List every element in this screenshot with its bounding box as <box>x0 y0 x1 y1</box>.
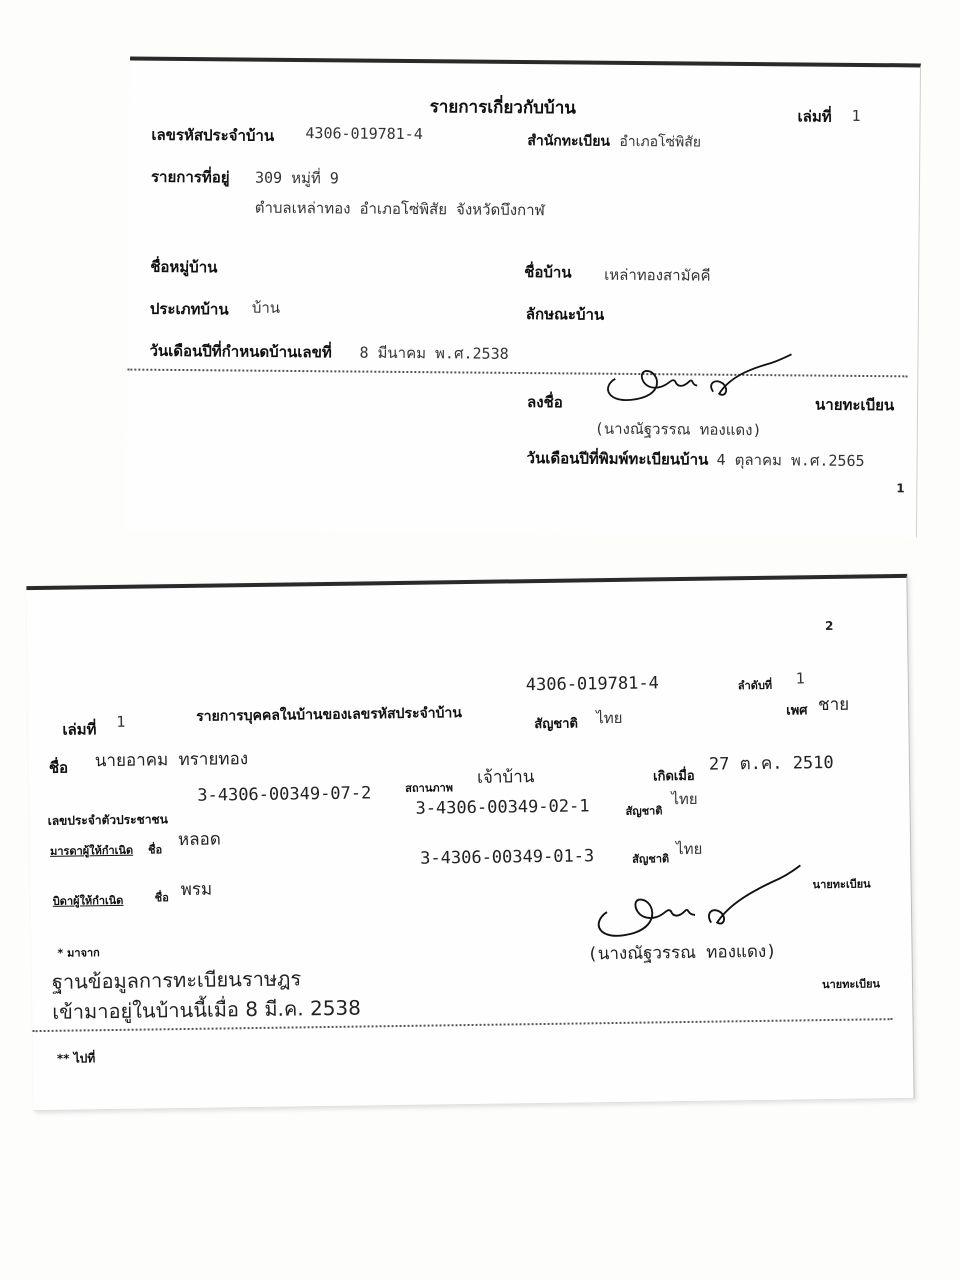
status-value: เจ้าบ้าน <box>476 767 535 788</box>
mother-id-value: 3-4306-00349-02-1 <box>415 796 590 819</box>
father-nat-value: ไทย <box>675 839 703 859</box>
house-id-label: เลขรหัสประจำบ้าน <box>151 125 275 145</box>
print-date-label: วันเดือนปีที่พิมพ์ทะเบียนบ้าน <box>526 449 709 469</box>
volume-label: เล่มที่ <box>62 720 97 739</box>
registrar-label-top: นายทะเบียน <box>812 877 871 892</box>
mother-nat-value: ไทย <box>671 789 698 809</box>
volume-value: 1 <box>116 712 126 731</box>
registrar-signature <box>597 347 798 409</box>
status-label: สถานภาพ <box>405 781 454 795</box>
name-label: ชื่อ <box>48 758 69 777</box>
sheet-title: รายการเกี่ยวกับบ้าน <box>429 97 577 119</box>
registrar-label-bottom: นายทะเบียน <box>821 977 881 992</box>
moved-in-value: เข้ามาอยู่ในบ้านนี้เมื่อ 8 มี.ค. 2538 <box>52 995 362 1024</box>
address-label: รายการที่อยู่ <box>150 167 230 187</box>
nationality-label: สัญชาติ <box>534 716 579 733</box>
father-name-label: ชื่อ <box>154 891 169 905</box>
house-name-label: ชื่อบ้าน <box>524 263 572 282</box>
registrar-signature <box>586 861 807 944</box>
page-number: 1 <box>896 481 905 496</box>
to-label: ** ไปที่ <box>56 1051 96 1066</box>
sex-value: ชาย <box>817 694 850 716</box>
from-label: * มาจาก <box>57 946 100 960</box>
page-number: 2 <box>824 618 834 634</box>
father-id-value: 3-4306-00349-01-3 <box>420 846 595 869</box>
birth-label: เกิดเมื่อ <box>652 768 695 785</box>
print-date-value: 4 ตุลาคม พ.ศ.2565 <box>716 450 865 470</box>
seq-label: ลำดับที่ <box>737 678 773 693</box>
mother-nat-label: สัญชาติ <box>625 804 663 818</box>
citizen-id-label: เลขประจำตัวประชาชน <box>47 812 168 828</box>
house-id-value: 4306-019781-4 <box>525 673 659 696</box>
office-value: อำเภอโซ่พิสัย <box>619 133 702 151</box>
registrar-label: นายทะเบียน <box>814 395 895 415</box>
volume-label: เล่มที่ <box>797 107 832 126</box>
house-name-value: เหล่าทองสามัคคี <box>604 265 711 285</box>
village-label: ชื่อหมู่บ้าน <box>150 257 218 277</box>
house-type-value: บ้าน <box>251 298 281 317</box>
mother-label: มารดาผู้ให้กำเนิด <box>49 843 134 858</box>
registrar-name: (นางณัฐวรรณ ทองแดง) <box>587 941 777 965</box>
person-details-sheet <box>26 574 914 1111</box>
assigned-date-label: วันเดือนปีที่กำหนดบ้านเลขที่ <box>149 341 332 362</box>
assigned-date-value: 8 มีนาคม พ.ศ.2538 <box>359 343 509 363</box>
nationality-value: ไทย <box>596 708 623 728</box>
address-line2: ตำบลเหล่าทอง อำเภอโซ่พิสัย จังหวัดบึงกาฬ <box>254 198 545 220</box>
father-name-value: พรม <box>180 879 213 901</box>
address-line1: 309 หมู่ที่ 9 <box>254 168 339 188</box>
sex-label: เพศ <box>786 703 808 719</box>
registrar-name: (นางณัฐวรรณ ทองแดง) <box>594 419 762 440</box>
mother-name-label: ชื่อ <box>147 843 163 857</box>
office-label: สำนักทะเบียน <box>527 133 611 150</box>
father-label: บิดาผู้ให้กำเนิด <box>52 893 124 908</box>
sign-label: ลงชื่อ <box>527 393 563 412</box>
mother-name-value: หลอด <box>177 829 221 851</box>
section-title: รายการบุคคลในบ้านของเลขรหัสประจำบ้าน <box>196 705 463 725</box>
house-details-sheet <box>126 57 921 538</box>
house-char-label: ลักษณะบ้าน <box>525 305 605 324</box>
father-nat-label: สัญชาติ <box>632 852 670 866</box>
volume-value: 1 <box>851 106 861 125</box>
house-type-label: ประเภทบ้าน <box>149 299 229 319</box>
citizen-id-value: 3-4306-00349-07-2 <box>197 783 372 806</box>
house-id-value: 4306-019781-4 <box>305 124 423 144</box>
name-value: นายอาคม ทรายทอง <box>94 749 249 772</box>
seq-value: 1 <box>795 669 805 688</box>
from-value: ฐานข้อมูลการทะเบียนราษฎร <box>51 966 302 994</box>
birth-value: 27 ต.ค. 2510 <box>708 752 834 775</box>
